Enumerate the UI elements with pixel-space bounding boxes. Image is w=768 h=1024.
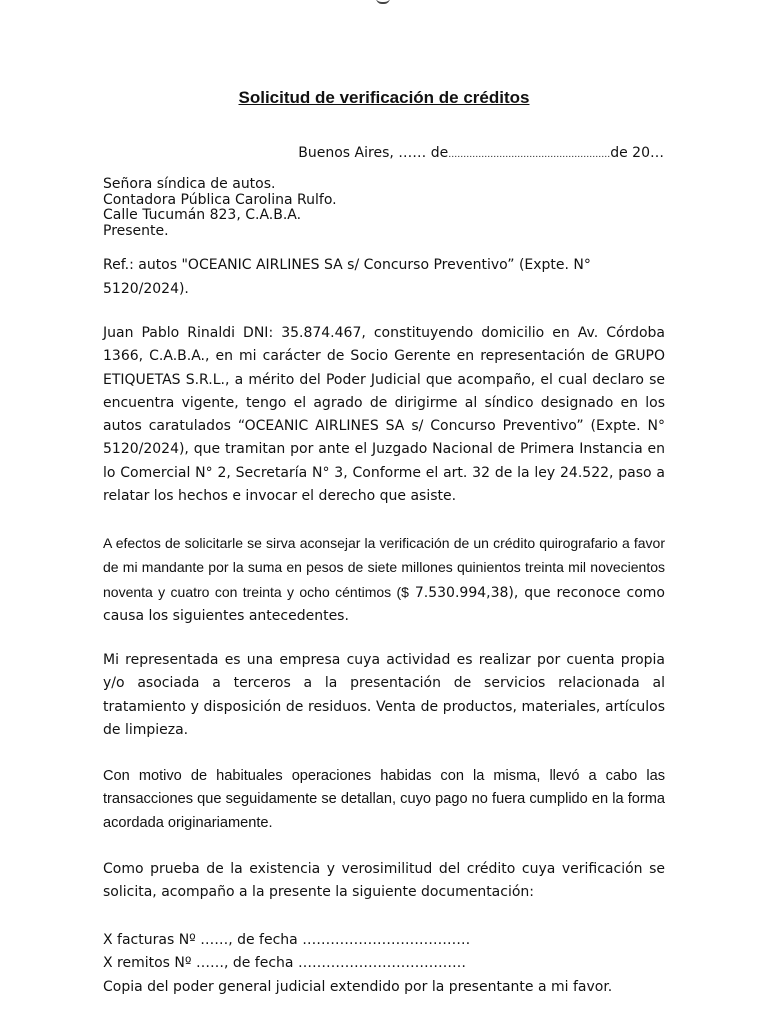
page-edge-mark bbox=[376, 0, 390, 4]
documents-list bbox=[103, 929, 612, 999]
addressee-line: Contadora Pública Carolina Rulfo. bbox=[103, 191, 337, 208]
paragraph-credit-request bbox=[103, 532, 665, 628]
paragraph-transactions: Con motivo de habituales operaciones habidas con la misma, llevó a cabo las transacciones que seguidamente se detallan, cuyo pago no fuera cumplido en la forma acordada originariamente. bbox=[103, 768, 665, 831]
list-item: X facturas Nº ……, de fecha ……………………………… bbox=[103, 932, 471, 948]
addressee-block bbox=[103, 177, 337, 239]
credit-request-text: A efectos de solicitarle se sirva aconsejar la verificación de un crédito quirografario a favor de mi mandante por la suma en pesos de siete millones quinientos treinta mil novecientos noventa y cuatro con treinta y ocho céntimos ($ bbox=[103, 535, 665, 600]
addressee-line: Presente. bbox=[103, 222, 169, 239]
document-title: Solicitud de verificación de créditos bbox=[238, 88, 530, 107]
addressee-line: Señora síndica de autos. bbox=[103, 176, 276, 192]
list-item: Copia del poder general judicial extendido por la presentante a mi favor. bbox=[103, 978, 613, 995]
date-dots: ……………………………………………… bbox=[448, 150, 611, 160]
date-line bbox=[298, 145, 664, 161]
reference-line: Ref.: autos "OCEANIC AIRLINES SA s/ Concurso Preventivo” (Expte. N° 5120/2024). bbox=[103, 257, 591, 297]
addressee-line: Calle Tucumán 823, C.A.B.A. bbox=[103, 207, 302, 223]
paragraph-introduction: Juan Pablo Rinaldi DNI: 35.874.467, constituyendo domicilio en Av. Córdoba 1366, C.A.B.A., en mi carácter de Socio Gerente en representación de GRUPO ETIQUETAS S.R.L., a mérito del Poder Judicial que acompaño, el cual declaro se encuentra vigente, tengo el agrado de dirigirme al síndico designado en los autos caratulados “OCEANIC AIRLINES SA s/ Concurso Preventivo” (Expte. N° 5120/2024), que tramitan por ante el Juzgado Nacional de Primera Instancia en lo Comercial N° 2, Secretaría N° 3, Conforme el art. 32 de la ley 24.522, paso a relatar los hechos e invocar el derecho que asiste. bbox=[103, 325, 665, 505]
list-item: X remitos Nº ……, de fecha ……………………………… bbox=[103, 955, 466, 972]
paragraph-company-activity: Mi representada es una empresa cuya actividad es realizar por cuenta propia y/o asociada a terceros a la presentación de servicios relacionada al tratamiento y disposición de residuos. Venta de productos, materiales, artículos de limpieza. bbox=[103, 652, 665, 738]
date-prefix: Buenos Aires, …… de bbox=[298, 145, 449, 161]
credit-amount-text: 7.530.994,38), que reconoce como causa los siguientes antecedentes. bbox=[103, 584, 665, 624]
date-suffix: de 20… bbox=[610, 145, 664, 161]
paragraph-evidence: Como prueba de la existencia y verosimilitud del crédito cuya verificación se solicita, acompaño a la presente la siguiente documentación: bbox=[103, 861, 665, 901]
